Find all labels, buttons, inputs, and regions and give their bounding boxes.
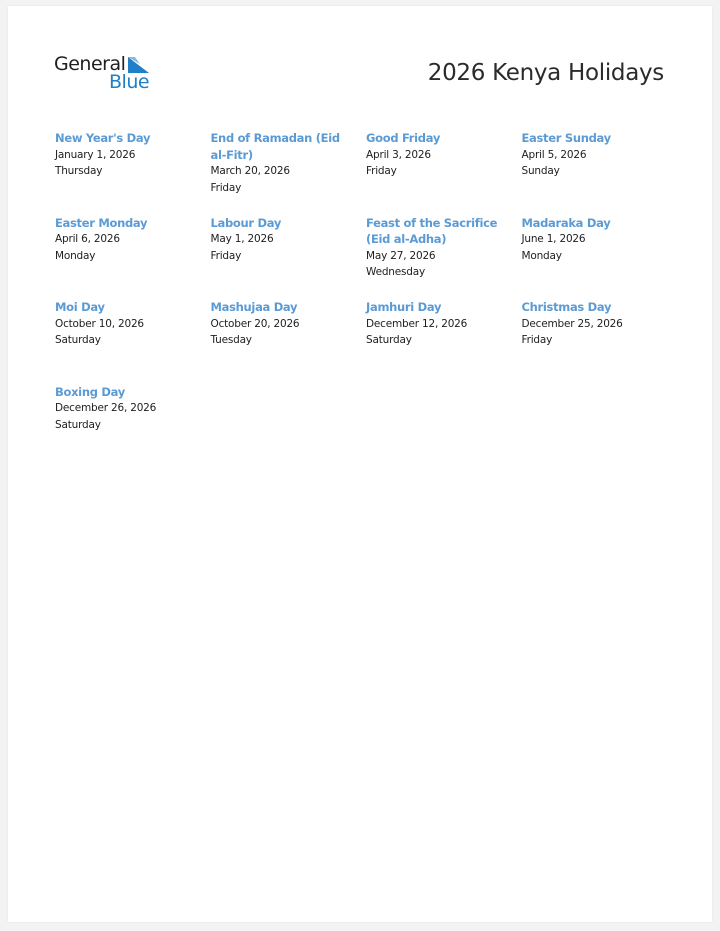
holiday-weekday: Monday: [521, 249, 562, 262]
generalblue-logo: [54, 52, 164, 98]
holiday-name: New Year's Day: [55, 131, 151, 145]
holiday-weekday: Friday: [210, 249, 242, 262]
holiday-date: December 26, 2026: [55, 402, 157, 414]
holiday-name: Mashujaa Day: [210, 300, 298, 314]
holiday-item: [522, 213, 678, 298]
holiday-item: [55, 297, 211, 382]
holiday-date: March 20, 2026: [210, 165, 290, 177]
holiday-name: Feast of the Sacrifice (Eid al-Adha): [366, 215, 498, 246]
logo-text-general: General: [54, 53, 126, 75]
holiday-item: [366, 213, 522, 298]
holiday-item: [211, 128, 367, 213]
holiday-date: May 1, 2026: [210, 233, 274, 245]
holiday-weekday: Tuesday: [210, 334, 252, 346]
holiday-name: Christmas Day: [521, 300, 612, 314]
holiday-item: [211, 213, 367, 298]
holiday-weekday: Saturday: [55, 418, 101, 431]
holiday-date: December 25, 2026: [521, 317, 623, 330]
holiday-name: Moi Day: [55, 300, 105, 314]
page-title: 2026 Kenya Holidays: [427, 60, 664, 86]
holiday-item: [211, 297, 367, 382]
holiday-name: Jamhuri Day: [366, 300, 442, 314]
holiday-name: Boxing Day: [55, 384, 125, 399]
document-page: [8, 6, 712, 922]
logo-text-blue: Blue: [109, 71, 150, 93]
holiday-weekday: Friday: [210, 181, 242, 194]
holiday-date: April 5, 2026: [521, 148, 587, 161]
holiday-weekday: Thursday: [55, 165, 103, 177]
holiday-date: January 1, 2026: [55, 148, 136, 161]
holiday-item: [366, 297, 522, 382]
holiday-item: [55, 128, 211, 213]
holiday-date: April 3, 2026: [366, 148, 431, 161]
holiday-name: Easter Monday: [55, 215, 148, 230]
holiday-name: Easter Sunday: [521, 131, 611, 145]
holiday-name: Labour Day: [210, 215, 282, 230]
holiday-date: June 1, 2026: [521, 233, 586, 245]
holiday-date: April 6, 2026: [55, 233, 120, 245]
holiday-name: End of Ramadan (Eid al-Fitr): [210, 131, 340, 162]
holiday-weekday: Saturday: [366, 334, 412, 346]
holiday-item: [522, 128, 678, 213]
holiday-weekday: Wednesday: [366, 266, 425, 278]
holiday-date: December 12, 2026: [366, 317, 468, 330]
holiday-weekday: Saturday: [55, 334, 101, 346]
holiday-item: [55, 213, 211, 298]
holiday-item: [522, 297, 678, 382]
holiday-item: [55, 382, 211, 467]
holiday-name: Good Friday: [366, 131, 441, 145]
holiday-list: [55, 128, 675, 466]
holiday-date: October 10, 2026: [55, 317, 144, 330]
holiday-weekday: Friday: [366, 165, 397, 177]
holiday-date: May 27, 2026: [366, 249, 436, 262]
holiday-weekday: Sunday: [521, 165, 560, 177]
holiday-item: [366, 128, 522, 213]
holiday-weekday: Friday: [521, 334, 553, 346]
holiday-date: October 20, 2026: [210, 317, 300, 330]
holiday-weekday: Monday: [55, 249, 96, 262]
holiday-name: Madaraka Day: [521, 215, 611, 230]
